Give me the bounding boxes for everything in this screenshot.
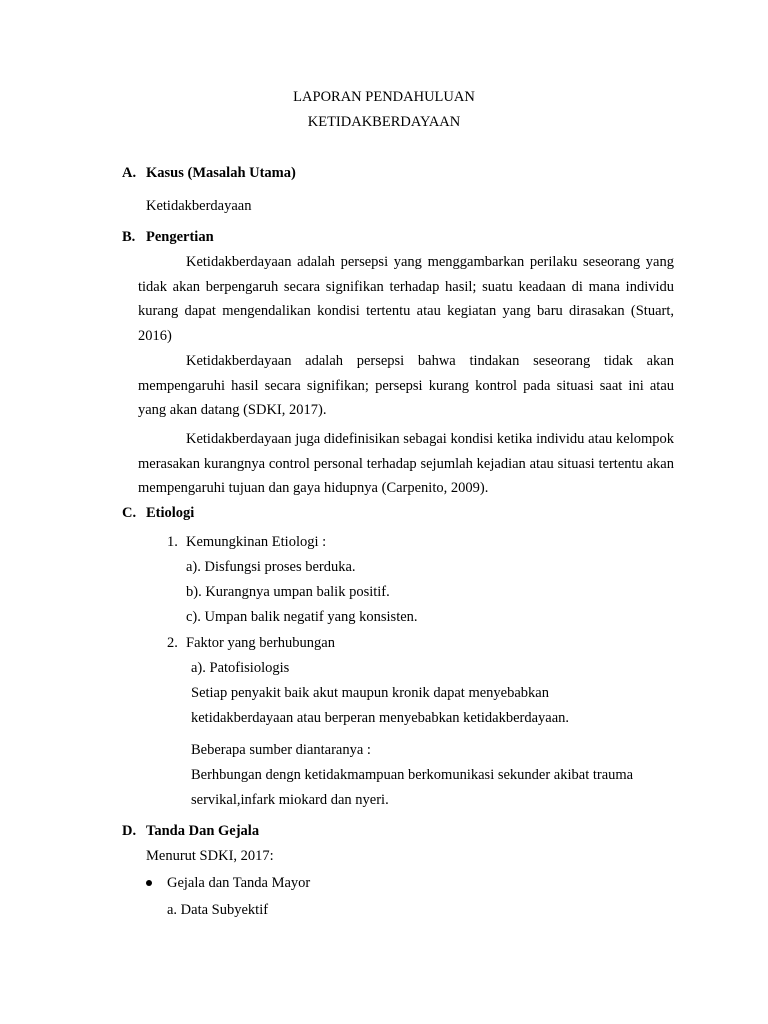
section-d-heading: Tanda Dan Gejala (146, 823, 260, 839)
section-d-marker: D. (122, 823, 137, 839)
bullet-icon (146, 880, 152, 886)
definition-paragraph: Ketidakberdayaan juga didefinisikan sebagai kondisi ketika individu atau kelompok merasakan kurangnya control personal terhadap sejumlah kejadian atau situasi tertentu akan mempengaruhi tujuan dan gaya hidupnya (Carpenito, 2009). (138, 431, 674, 496)
etiology-subitem: a). Patofisiologis (191, 660, 290, 676)
section-c-heading: Etiologi (146, 505, 195, 521)
definition-paragraph: Ketidakberdayaan adalah persepsi bahwa tindakan seseorang tidak akan mempengaruhi hasil secara signifikan; persepsi kurang kontrol pada situasi saat ini atau yang akan datang (SDKI, 2017). (138, 353, 674, 418)
etiology-text-line: Setiap penyakit baik akut maupun kronik dapat menyebabkan (191, 685, 549, 701)
signs-intro: Menurut SDKI, 2017: (146, 848, 274, 864)
etiology-text-line: Berhbungan dengn ketidakmampuan berkomunikasi sekunder akibat trauma (191, 767, 634, 783)
list-number: 2. (167, 635, 178, 651)
etiology-text-line: ketidakberdayaan atau berperan menyebabkan ketidakberdayaan. (191, 710, 570, 726)
definition-paragraph: Ketidakberdayaan adalah persepsi yang menggambarkan perilaku seseorang yang tidak akan berpengaruh secara signifikan terhadap hasil; suatu keadaan di mana individu kurang dapat mengendalikan kondisi tertentu atau kegiatan yang baru dirasakan (Stuart, 2016) (138, 254, 674, 344)
section-c-marker: C. (122, 505, 137, 521)
etiology-subitem: b). Kurangnya umpan balik positif. (186, 584, 390, 600)
etiology-item-label: Faktor yang berhubungan (186, 635, 335, 651)
etiology-subitem: a). Disfungsi proses berduka. (186, 559, 356, 575)
etiology-subitem: c). Umpan balik negatif yang konsisten. (186, 609, 418, 625)
list-number: 1. (167, 534, 178, 550)
etiology-text-line: servikal,infark miokard dan nyeri. (191, 792, 389, 808)
document-subtitle: KETIDAKBERDAYAAN (307, 114, 461, 130)
section-a-heading: Kasus (Masalah Utama) (146, 165, 296, 181)
signs-bullet-item: Gejala dan Tanda Mayor (167, 875, 311, 891)
section-b-heading: Pengertian (146, 229, 214, 245)
section-b-marker: B. (122, 229, 136, 245)
document-title: LAPORAN PENDAHULUAN (293, 89, 475, 105)
section-a-content: Ketidakberdayaan (146, 198, 252, 214)
section-a-marker: A. (122, 165, 137, 181)
etiology-item-label: Kemungkinan Etiologi : (186, 534, 327, 550)
etiology-text-line: Beberapa sumber diantaranya : (191, 742, 371, 758)
signs-subitem: a. Data Subyektif (167, 902, 269, 918)
